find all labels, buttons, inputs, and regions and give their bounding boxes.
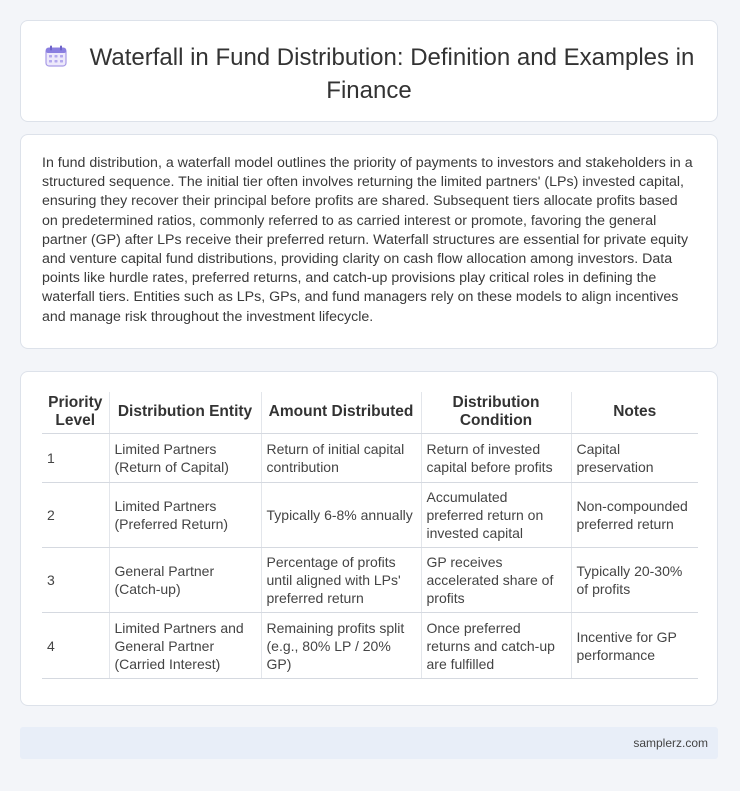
waterfall-table xyxy=(42,392,698,679)
cell-priority: 3 xyxy=(42,548,109,613)
header-card xyxy=(20,20,718,122)
table-row xyxy=(42,434,698,483)
table-row xyxy=(42,613,698,679)
cell-priority: 2 xyxy=(42,483,109,548)
cell-amount: Typically 6-8% annually xyxy=(261,483,421,548)
cell-priority: 4 xyxy=(42,613,109,679)
cell-notes: Incentive for GP performance xyxy=(571,613,698,679)
header-priority-level: Priority Level xyxy=(42,392,109,434)
cell-amount: Remaining profits split (e.g., 80% LP / 20% GP) xyxy=(261,613,421,679)
cell-notes: Typically 20-30% of profits xyxy=(571,548,698,613)
cell-condition: GP receives accelerated share of profits xyxy=(421,548,571,613)
header-amount-distributed: Amount Distributed xyxy=(261,392,421,434)
cell-notes: Capital preservation xyxy=(571,434,698,483)
header-notes: Notes xyxy=(571,392,698,434)
cell-entity: Limited Partners and General Partner (Carried Interest) xyxy=(109,613,261,679)
table-card xyxy=(20,371,718,706)
cell-priority: 1 xyxy=(42,434,109,483)
cell-amount: Return of initial capital contribution xyxy=(261,434,421,483)
cell-entity: Limited Partners (Preferred Return) xyxy=(109,483,261,548)
intro-card xyxy=(20,134,718,349)
cell-notes: Non-compounded preferred return xyxy=(571,483,698,548)
cell-entity: Limited Partners (Return of Capital) xyxy=(109,434,261,483)
intro-paragraph: In fund distribution, a waterfall model outlines the priority of payments to investors and stakeholders in a structured sequence. The initial tier often involves returning the limited partners' (LPs) invested capital, ensuring they recover their principal before profits are shared. Subsequent tiers allocate profits based on predetermined ratios, commonly referred to as carried interest or promote, favoring the general partner (GP) after LPs receive their preferred return. Waterfall structures are essential for private equity and venture capital fund distributions, providing clarity on cash flow allocation among investors. Data points like hurdle rates, preferred returns, and catch-up provisions play critical roles in defining the waterfall tiers. Entities such as LPs, GPs, and fund managers rely on these models to align incentives and manage risk throughout the investment lifecycle. xyxy=(42,155,693,325)
page-title-row xyxy=(21,43,717,106)
cell-condition: Once preferred returns and catch-up are fulfilled xyxy=(421,613,571,679)
cell-amount: Percentage of profits until aligned with LPs' preferred return xyxy=(261,548,421,613)
footer-site-link[interactable]: samplerz.com xyxy=(633,736,708,750)
cell-entity: General Partner (Catch-up) xyxy=(109,548,261,613)
page-title: Waterfall in Fund Distribution: Definition and Examples in Finance xyxy=(89,44,695,104)
calendar-icon xyxy=(44,44,68,76)
header-distribution-condition: Distribution Condition xyxy=(421,392,571,434)
table-row xyxy=(42,483,698,548)
table-header-row xyxy=(42,392,698,434)
header-distribution-entity: Distribution Entity xyxy=(109,392,261,434)
table-row xyxy=(42,548,698,613)
cell-condition: Accumulated preferred return on invested capital xyxy=(421,483,571,548)
footer-bar xyxy=(20,727,718,759)
cell-condition: Return of invested capital before profits xyxy=(421,434,571,483)
